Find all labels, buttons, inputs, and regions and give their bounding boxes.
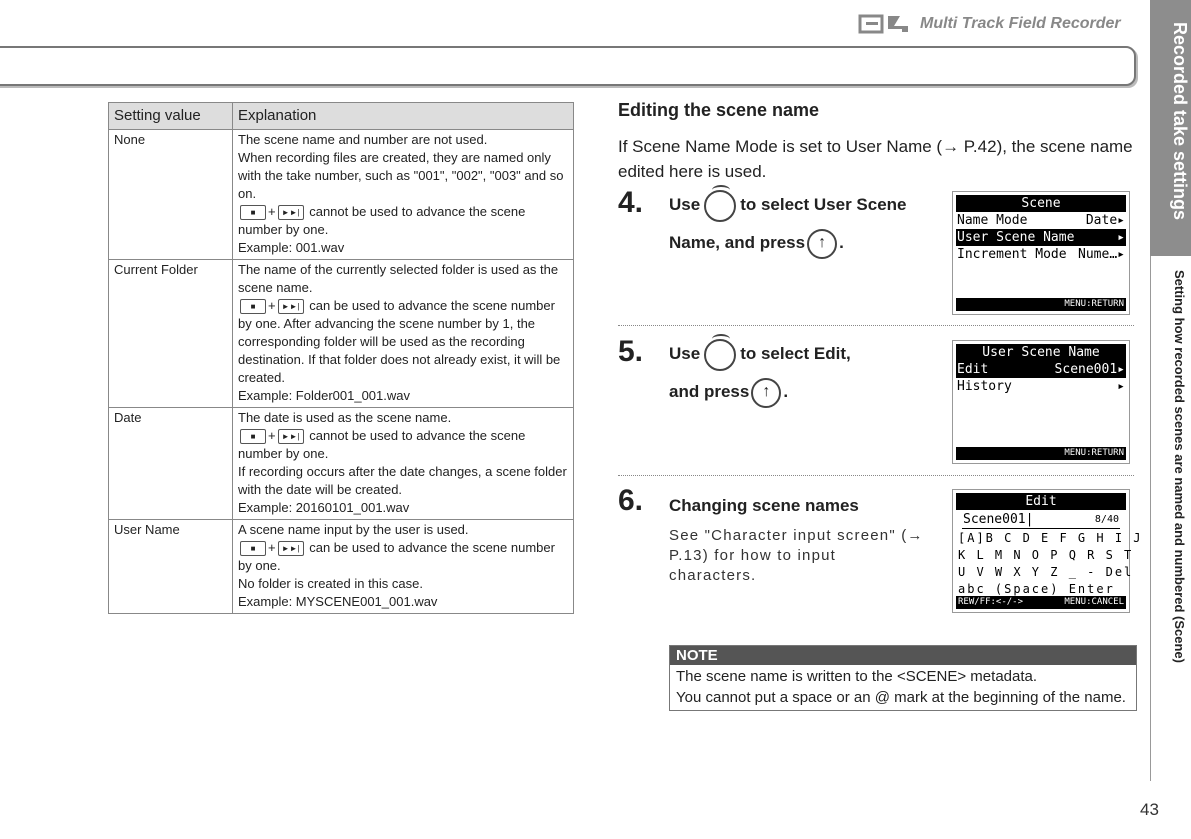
key-explanation: can be used to advance the scene number by one. After advancing the scene number by 1, the corresponding folder will be used as the recording destination. If that folder does not already exist, it will be created. <box>238 298 561 385</box>
lcd-user-scene-name-screen <box>952 340 1130 464</box>
lcd-item-value: Date▸ <box>1085 213 1125 228</box>
fast-forward-key-icon: ►►| <box>278 299 304 314</box>
dial-icon <box>704 190 736 222</box>
key-line <box>238 427 568 463</box>
header-bar <box>0 46 1136 86</box>
setting-explanation <box>233 408 574 520</box>
lcd-char-grid-row: U V W X Y Z _ - Del <box>958 565 1134 579</box>
section-intro: If Scene Name Mode is set to User Name (→ P.42), the scene name edited here is used. <box>618 137 1133 181</box>
step-text: and press <box>669 382 750 401</box>
section-title: Editing the scene name <box>618 100 820 120</box>
plus-sign: + <box>268 298 276 313</box>
lcd-edit-screen <box>952 489 1143 613</box>
explanation-line: When recording files are created, they are named only with the take number, such as "001", "002", "003" and so on. <box>238 150 564 201</box>
lcd-menu-item <box>956 212 1126 229</box>
plus-sign: + <box>268 540 276 555</box>
key-line <box>238 539 568 575</box>
step-number: 6. <box>618 484 644 517</box>
explanation-line: The scene name and number are not used. <box>238 132 488 147</box>
lcd-menu-item-selected <box>956 361 1126 378</box>
table-row <box>109 520 574 614</box>
plus-sign: + <box>268 204 276 219</box>
lcd-footer-right: MENU:RETURN <box>1064 299 1124 309</box>
setting-value: User Name <box>109 520 233 614</box>
fast-forward-key-icon: ►►| <box>278 205 304 220</box>
lcd-input-value: Scene001| <box>963 512 1034 527</box>
step-text: . <box>783 382 789 401</box>
lcd-menu-item <box>956 378 1126 395</box>
setting-value: Current Folder <box>109 260 233 408</box>
step-text: to select Edit, <box>740 344 851 363</box>
setting-value: Date <box>109 408 233 520</box>
lcd-char-grid-row: [A]B C D E F G H I J <box>958 531 1143 545</box>
header-title: Multi Track Field Recorder <box>920 15 1121 32</box>
explanation-line: The date is used as the scene name. <box>238 410 452 425</box>
side-tab-label: Recorded take settings <box>1170 22 1190 221</box>
key-line <box>238 297 568 387</box>
lcd-input-row <box>962 511 1120 529</box>
table-header: Setting value <box>109 103 233 130</box>
f4-logo-icon <box>858 12 914 34</box>
step-body: See "Character input screen" (→ P.13) for how to input characters. <box>669 527 924 584</box>
lcd-title: Edit <box>956 493 1126 510</box>
note-line: You cannot put a space or an @ mark at the beginning of the name. <box>676 689 1126 706</box>
step-text: Name, and press <box>669 233 806 252</box>
explanation-line: The name of the currently selected folder is used as the scene name. <box>238 262 559 295</box>
lcd-menu-item <box>956 246 1126 263</box>
setting-explanation <box>233 260 574 408</box>
table-row <box>109 130 574 260</box>
lcd-char-grid-row: K L M N O P Q R S T <box>958 548 1134 562</box>
step-instruction <box>669 186 929 262</box>
lcd-item-value: Scene001▸ <box>1054 362 1125 377</box>
note-body <box>670 665 1136 710</box>
lcd-item-value: Nume…▸ <box>1078 247 1125 262</box>
fast-forward-key-icon: ►►| <box>278 541 304 556</box>
fast-forward-key-icon: ►►| <box>278 429 304 444</box>
lcd-item-value: ▸ <box>1117 379 1125 394</box>
lcd-item-label: Name Mode <box>957 213 1028 228</box>
note-line: The scene name is written to the <SCENE> metadata. <box>676 668 1038 685</box>
lcd-item-value: ▸ <box>1117 230 1125 245</box>
step-text: . <box>839 233 844 252</box>
lcd-item-label: Edit <box>957 362 989 377</box>
key-explanation: cannot be used to advance the scene number by one. <box>238 428 526 461</box>
explanation-line: A scene name input by the user is used. <box>238 522 469 537</box>
stop-key-icon: ■ <box>240 541 266 556</box>
lcd-item-label: User Scene Name <box>957 230 1075 245</box>
lcd-char-counter: 8/40 <box>1094 514 1119 525</box>
table-header-row <box>109 103 574 130</box>
settings-table <box>108 102 574 614</box>
lcd-item-label: Increment Mode <box>957 247 1067 262</box>
dial-icon <box>704 339 736 371</box>
step-title: Changing scene names <box>669 496 859 515</box>
step-number: 4. <box>618 186 644 219</box>
step-number: 5. <box>618 335 644 368</box>
step-text: Use <box>669 195 701 214</box>
step-text: to select User Scene <box>740 195 907 214</box>
page-number: 43 <box>1140 800 1159 819</box>
example-text: Example: MYSCENE001_001.wav <box>238 594 438 609</box>
press-dial-icon: ↑ <box>751 378 781 408</box>
example-text: Example: 20160101_001.wav <box>238 500 410 515</box>
lcd-footer-right: MENU:CANCEL <box>1064 597 1124 607</box>
dotted-divider <box>618 325 1134 326</box>
lcd-footer-right: MENU:RETURN <box>1064 448 1124 458</box>
dotted-divider <box>618 475 1134 476</box>
lcd-footer <box>956 596 1126 609</box>
table-row <box>109 408 574 520</box>
key-explanation: can be used to advance the scene number by one. <box>238 540 555 573</box>
lcd-title: User Scene Name <box>956 344 1126 361</box>
lcd-item-label: History <box>957 379 1012 394</box>
lcd-title: Scene <box>956 195 1126 212</box>
lcd-footer <box>956 447 1126 460</box>
lcd-char-grid-row: abc (Space) Enter <box>958 582 1115 596</box>
step-instruction <box>669 335 929 411</box>
key-line <box>238 203 568 239</box>
example-text: Example: 001.wav <box>238 240 345 255</box>
lcd-menu-item-selected <box>956 229 1126 246</box>
explanation-line: If recording occurs after the date changes, a scene folder with the date will be created. <box>238 464 567 497</box>
setting-value: None <box>109 130 233 260</box>
press-dial-icon: ↑ <box>807 229 837 259</box>
table-header: Explanation <box>233 103 574 130</box>
stop-key-icon: ■ <box>240 205 266 220</box>
side-subtitle: Setting how recorded scenes are named and numbered (Scene) <box>1172 270 1187 663</box>
note-heading: NOTE <box>670 646 1136 665</box>
lcd-scene-screen <box>952 191 1130 315</box>
stop-key-icon: ■ <box>240 429 266 444</box>
step-text: Use <box>669 344 701 363</box>
setting-explanation <box>233 520 574 614</box>
key-explanation: cannot be used to advance the scene number by one. <box>238 204 526 237</box>
lcd-footer-left: REW/FF:<-/-> <box>958 597 1024 607</box>
stop-key-icon: ■ <box>240 299 266 314</box>
example-text: Example: Folder001_001.wav <box>238 388 410 403</box>
table-row <box>109 260 574 408</box>
note-box <box>669 645 1137 711</box>
side-divider <box>1150 256 1151 781</box>
plus-sign: + <box>268 428 276 443</box>
setting-explanation <box>233 130 574 260</box>
explanation-line: No folder is created in this case. <box>238 576 423 591</box>
lcd-footer <box>956 298 1126 311</box>
